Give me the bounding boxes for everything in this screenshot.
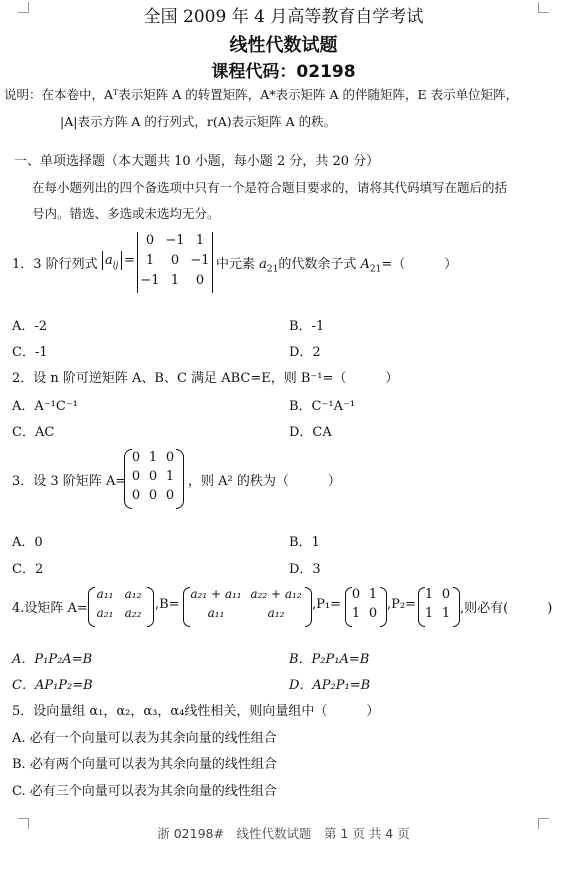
q1-m-0-2: 1 xyxy=(195,233,205,248)
q1-option-c: C．-1 xyxy=(12,345,48,360)
q1-prefix: 1．3 阶行列式 xyxy=(12,257,98,272)
q4-B-0-0: a₂₁ + a₁₁ xyxy=(190,587,242,601)
q4-option-c: C．AP₁P₂=B xyxy=(12,678,93,693)
q4-P1-0-1: 1 xyxy=(368,587,378,602)
q4-A-1-0: a₂₁ xyxy=(96,606,114,620)
section-instruction-2: 号内。错选、多选或未选均无分。 xyxy=(32,206,220,221)
q1-aij-bar-left xyxy=(102,251,103,270)
q4-B-0-1: a₂₂ + a₁₂ xyxy=(250,587,302,601)
q1-stem xyxy=(12,253,98,272)
q4-P2-0-1: 0 xyxy=(441,587,451,602)
q1-aij-symbol: a xyxy=(105,253,113,268)
course-code: 课程代码：02198 xyxy=(211,62,356,82)
q1-determinant xyxy=(139,232,211,293)
q1-m-0-1: −1 xyxy=(165,233,185,248)
q5-option-c: C. 必有三个向量可以表为其余向量的线性组合 xyxy=(12,784,277,799)
q4-A-0-1: a₁₂ xyxy=(124,587,142,601)
q3-option-a: A．0 xyxy=(12,535,43,550)
q3-m-2-0: 0 xyxy=(131,488,141,503)
q2-stem: 2．设 n 阶可逆矩阵 A、B、C 满足 ABC=E，则 B⁻¹=（ ） xyxy=(12,371,399,386)
q4-matrix-P1 xyxy=(348,587,384,625)
q4-option-b: B．P₂P₁A=B xyxy=(289,652,370,667)
q3-m-1-2: 1 xyxy=(165,469,175,484)
q1-equals: = xyxy=(124,253,135,268)
section-title: 一、单项选择题（本大题共 10 小题，每小题 2 分，共 20 分） xyxy=(14,154,380,169)
q2-option-c: C．AC xyxy=(12,425,55,440)
q4-A-0-0: a₁₁ xyxy=(96,587,114,601)
q1-stem-suffix xyxy=(216,253,457,275)
q4-P1-1-0: 1 xyxy=(351,606,361,621)
q1-option-d: D．2 xyxy=(289,345,321,360)
q5-option-b: B. 必有两个向量可以表为其余向量的线性组合 xyxy=(12,757,277,772)
q1-suffix-2: 的代数余子式 xyxy=(278,257,361,272)
q4-prefix: 4.设矩阵 A= xyxy=(12,601,88,616)
q1-m-2-2: 0 xyxy=(195,273,205,288)
q3-option-c: C．2 xyxy=(12,562,44,577)
section-instruction-1: 在每小题列出的四个备选项中只有一个是符合题目要求的，请将其代码填写在题后的括 xyxy=(32,180,508,195)
q2-option-b: B．C⁻¹A⁻¹ xyxy=(289,399,356,414)
q4-P1-0-0: 0 xyxy=(351,587,361,602)
q3-m-0-2: 0 xyxy=(165,450,175,465)
q1-m-0-0: 0 xyxy=(145,233,155,248)
q1-A21: A xyxy=(360,257,370,272)
q3-m-1-0: 0 xyxy=(131,469,141,484)
q1-A21-sub: 21 xyxy=(369,264,382,275)
q1-m-1-1: 0 xyxy=(170,253,180,268)
q4-A-paren-right xyxy=(147,587,154,627)
q1-aij xyxy=(105,253,118,271)
q1-det-bar-right xyxy=(212,232,213,293)
q1-suffix-3: =（ ） xyxy=(381,257,458,272)
q3-suffix: ，则 A² 的秩为（ ） xyxy=(188,474,341,489)
q2-option-a: A．A⁻¹C⁻¹ xyxy=(12,399,78,414)
q4-B-1-1: a₁₂ xyxy=(267,606,285,620)
q4-P1-label: ,P₁= xyxy=(312,597,341,612)
q1-suffix-1: 中元素 xyxy=(216,257,260,272)
q5-stem: 5．设向量组 α₁，α₂，α₃，α₄线性相关，则向量组中（ ） xyxy=(12,704,380,719)
q4-option-d: D．AP₂P₁=B xyxy=(289,678,371,693)
q3-option-b: B．1 xyxy=(289,535,320,550)
q1-m-2-1: 1 xyxy=(170,273,180,288)
q1-m-1-2: −1 xyxy=(190,253,210,268)
q4-A-1-1: a₂₂ xyxy=(124,606,142,620)
q4-P1-1-1: 0 xyxy=(368,606,378,621)
q2-option-d: D．CA xyxy=(289,425,332,440)
q4-option-a: A．P₁P₂A=B xyxy=(12,652,93,667)
notes-line-1: 说明：在本卷中，Aᵀ表示矩阵 A 的转置矩阵，A*表示矩阵 A 的伴随矩阵，E 表示单位矩阵， xyxy=(4,87,519,102)
q1-m-1-0: 1 xyxy=(145,253,155,268)
q3-prefix: 3．设 3 阶矩阵 A= xyxy=(12,474,127,489)
q4-P2-1-0: 1 xyxy=(424,606,434,621)
q1-det-bar-left xyxy=(137,232,138,293)
q1-option-b: B．-1 xyxy=(289,319,325,334)
q4-B-label: ,B= xyxy=(155,597,180,612)
q4-matrix-A xyxy=(92,587,148,625)
q4-matrix-P2 xyxy=(421,587,457,625)
q1-aij-bar-right xyxy=(121,251,122,270)
q3-m-2-2: 0 xyxy=(165,488,175,503)
q1-m-2-0: −1 xyxy=(140,273,160,288)
q4-B-1-0: a₁₁ xyxy=(207,606,225,620)
q3-m-0-0: 0 xyxy=(131,450,141,465)
q3-m-2-1: 0 xyxy=(148,488,158,503)
q4-matrix-B xyxy=(187,587,307,625)
notes-line-2: |A|表示方阵 A 的行列式，r(A)表示矩阵 A 的秩。 xyxy=(60,114,337,129)
q4-P2-0-0: 1 xyxy=(424,587,434,602)
q1-aij-sub: ij xyxy=(112,260,119,271)
q3-m-1-1: 0 xyxy=(148,469,158,484)
q4-suffix: ,则必有( ) xyxy=(460,601,553,616)
q1-option-a: A．-2 xyxy=(12,319,48,334)
q3-m-0-1: 1 xyxy=(148,450,158,465)
q1-a21: a xyxy=(259,257,267,272)
q5-option-a: A. 必有一个向量可以表为其余向量的线性组合 xyxy=(12,731,277,746)
subject-title: 线性代数试题 xyxy=(229,35,338,56)
page-footer: 浙 02198# 线性代数试题 第 1 页 共 4 页 xyxy=(157,826,410,841)
exam-title: 全国 2009 年 4 月高等教育自学考试 xyxy=(143,7,424,27)
q3-option-d: D．3 xyxy=(289,562,321,577)
q4-P2-1-1: 1 xyxy=(441,606,451,621)
q3-matrix xyxy=(127,450,181,508)
q4-P2-label: ,P₂= xyxy=(387,597,416,612)
q1-a21-sub: 21 xyxy=(266,264,279,275)
